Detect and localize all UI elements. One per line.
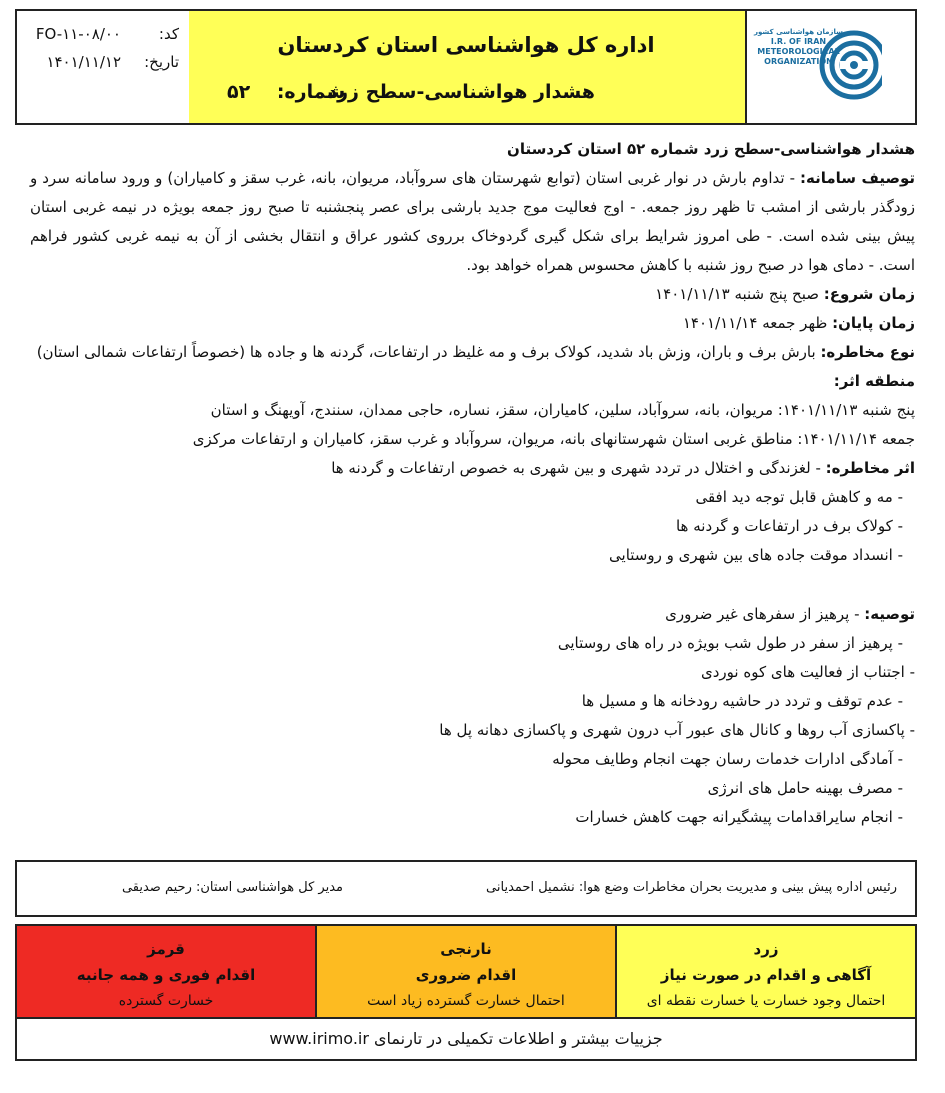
level-yellow — [617, 926, 915, 1017]
end-text: ظهر جمعه ۱۴۰۱/۱۱/۱۴ — [682, 314, 833, 332]
footer — [15, 1019, 917, 1061]
start-label: زمان شروع: — [823, 285, 915, 303]
advice-item: - پاکسازی آب روها و کانال های عبور آب درون شهری و پاکسازی دهانه پل ها — [439, 721, 915, 739]
area-line: جمعه ۱۴۰۱/۱۱/۱۴: مناطق غربی استان شهرستانهای بانه، مریوان، سروآباد و غرب سقز، کامیاران و ارتفاعات مرکزی — [192, 430, 915, 448]
level-red — [17, 926, 317, 1017]
number-value: ۵۲ — [227, 81, 251, 103]
advice-item: - اجتناب از فعالیت های کوه نوردی — [701, 663, 915, 681]
code-label: کد: — [158, 25, 179, 43]
date-label: تاریخ: — [144, 53, 179, 71]
title-cell — [185, 11, 745, 123]
warning-heading: هشدار هواشناسی-سطح زرد شماره ۵۲ استان کردستان — [507, 140, 915, 158]
level-action: آگاهی و اقدام در صورت نیاز — [660, 966, 872, 984]
logo-text-en-2: METEOROLOGICAL — [757, 47, 840, 56]
logo-text-en-3: ORGANIZATION — [764, 57, 833, 66]
org-title: اداره کل هواشناسی استان کردستان — [277, 33, 655, 57]
level-description: احتمال وجود خسارت یا خسارت نقطه ای — [646, 993, 886, 1009]
level-description: احتمال خسارت گسترده زیاد است — [367, 993, 565, 1009]
logo-text-en-1: I.R. OF IRAN — [770, 37, 827, 46]
meteorological-logo-icon — [782, 25, 882, 105]
logo-cell — [745, 11, 915, 123]
level-description: خسارت گسترده — [118, 993, 214, 1009]
advice-item: - انجام سایراقدامات پیشگیرانه جهت کاهش خسارات — [575, 808, 903, 826]
level-name: نارنجی — [440, 940, 492, 958]
system-text: - تداوم بارش در نوار غربی استان (توابع شهرستان های سروآباد، مریوان، بانه، غرب سقز و کامیاران) و ورود سامانه سرد و زودگذر بارشی از امشب تا ظهر روز جمعه. - اوج فعالیت موج جدید بارشی برای عصر پنجشنبه تا صبح روز جمعه بویژه در نیمه غربی استان پیش بینی شده است. - طی امروز شرایط برای شکل گیری گردوخاک برروی کشور عراق و انتقال بخشی از آن به نیمه غربی کشور فراهم است. - دمای هوا در صبح روز شنبه با کاهش محسوس همراه خواهد بود. — [30, 169, 915, 274]
advice-item: - پرهیز از سفر در طول شب بویژه در راه های روستایی — [557, 634, 903, 652]
level-action: اقدام فوری و همه جانبه — [76, 966, 256, 984]
warning-level-title: هشدار هواشناسی-سطح زرد — [327, 81, 595, 103]
code-cell — [17, 11, 189, 123]
system-label: توصیف سامانه: — [800, 169, 915, 187]
end-label: زمان پایان: — [832, 314, 915, 332]
end-time — [30, 309, 915, 338]
level-orange — [317, 926, 617, 1017]
hazard-effect — [30, 454, 915, 483]
code-row — [36, 25, 179, 43]
warning-number — [227, 81, 345, 103]
level-name: زرد — [753, 940, 779, 958]
effect-item: - انسداد موقت جاده های بین شهری و روستایی — [609, 546, 903, 564]
area-line: پنج شنبه ۱۴۰۱/۱۱/۱۳: مریوان، بانه، سروآباد، سلین، کامیاران، سقز، نساره، حاجی ممدان، سنندج، آویهنگ و استان — [210, 401, 915, 419]
code-value: FO-۱۱-۰۸/۰۰ — [35, 25, 121, 43]
warning-level-legend — [15, 924, 917, 1019]
effect-label: اثر مخاطره: — [825, 459, 915, 477]
warning-body — [30, 135, 915, 832]
hazard-type — [30, 338, 915, 367]
logo-text-fa: سازمان هواشناسی کشور — [754, 28, 843, 36]
advice-item: - آمادگی ادارات خدمات رسان جهت انجام وطایف محوله — [552, 750, 903, 768]
footer-text: جزییات بیشتر و اطلاعات تکمیلی در تارنمای www.irimo.ir — [269, 1029, 663, 1048]
header-table — [15, 9, 917, 125]
effect-item: - کولاک برف در ارتفاعات و گردنه ها — [675, 517, 903, 535]
advice-text: - پرهیز از سفرهای غیر ضروری — [665, 605, 865, 623]
advice-item: - مصرف بهینه حامل های انرژی — [707, 779, 903, 797]
signature-box — [15, 860, 917, 917]
system-description — [30, 164, 915, 280]
director-signature: مدیر کل هواشناسی استان: رحیم صدیقی — [121, 880, 343, 895]
effect-item: - مه و کاهش قابل توجه دید افقی — [695, 488, 903, 506]
advice-label: توصیه: — [864, 605, 915, 623]
advice-item: - عدم توقف و تردد در حاشیه رودخانه ها و مسیل ها — [581, 692, 903, 710]
area-label: منطقه اثر: — [833, 372, 915, 390]
level-action: اقدام ضروری — [415, 966, 517, 984]
level-name: قرمز — [147, 940, 185, 958]
hazard-label: نوع مخاطره: — [820, 343, 915, 361]
advice — [30, 600, 915, 629]
spacer — [30, 570, 915, 600]
start-time — [30, 280, 915, 309]
number-label: شماره: — [276, 81, 346, 103]
effect-text: - لغزندگی و اختلال در تردد شهری و بین شهری به خصوص ارتفاعات و گردنه ها — [331, 459, 826, 477]
date-row — [46, 53, 179, 71]
forecast-head-signature: رئیس اداره پیش بینی و مدیریت بحران مخاطرات وضع هوا: نشمیل احمدیانی — [486, 880, 897, 895]
hazard-text: بارش برف و باران، وزش باد شدید، کولاک برف و مه غلیظ در ارتفاعات، گردنه ها و جاده ها (خصوصاً ارتفاعات شمالی استان) — [36, 343, 821, 361]
start-text: صبح پنج شنبه ۱۴۰۱/۱۱/۱۳ — [655, 285, 824, 303]
date-value: ۱۴۰۱/۱۱/۱۲ — [46, 53, 121, 71]
